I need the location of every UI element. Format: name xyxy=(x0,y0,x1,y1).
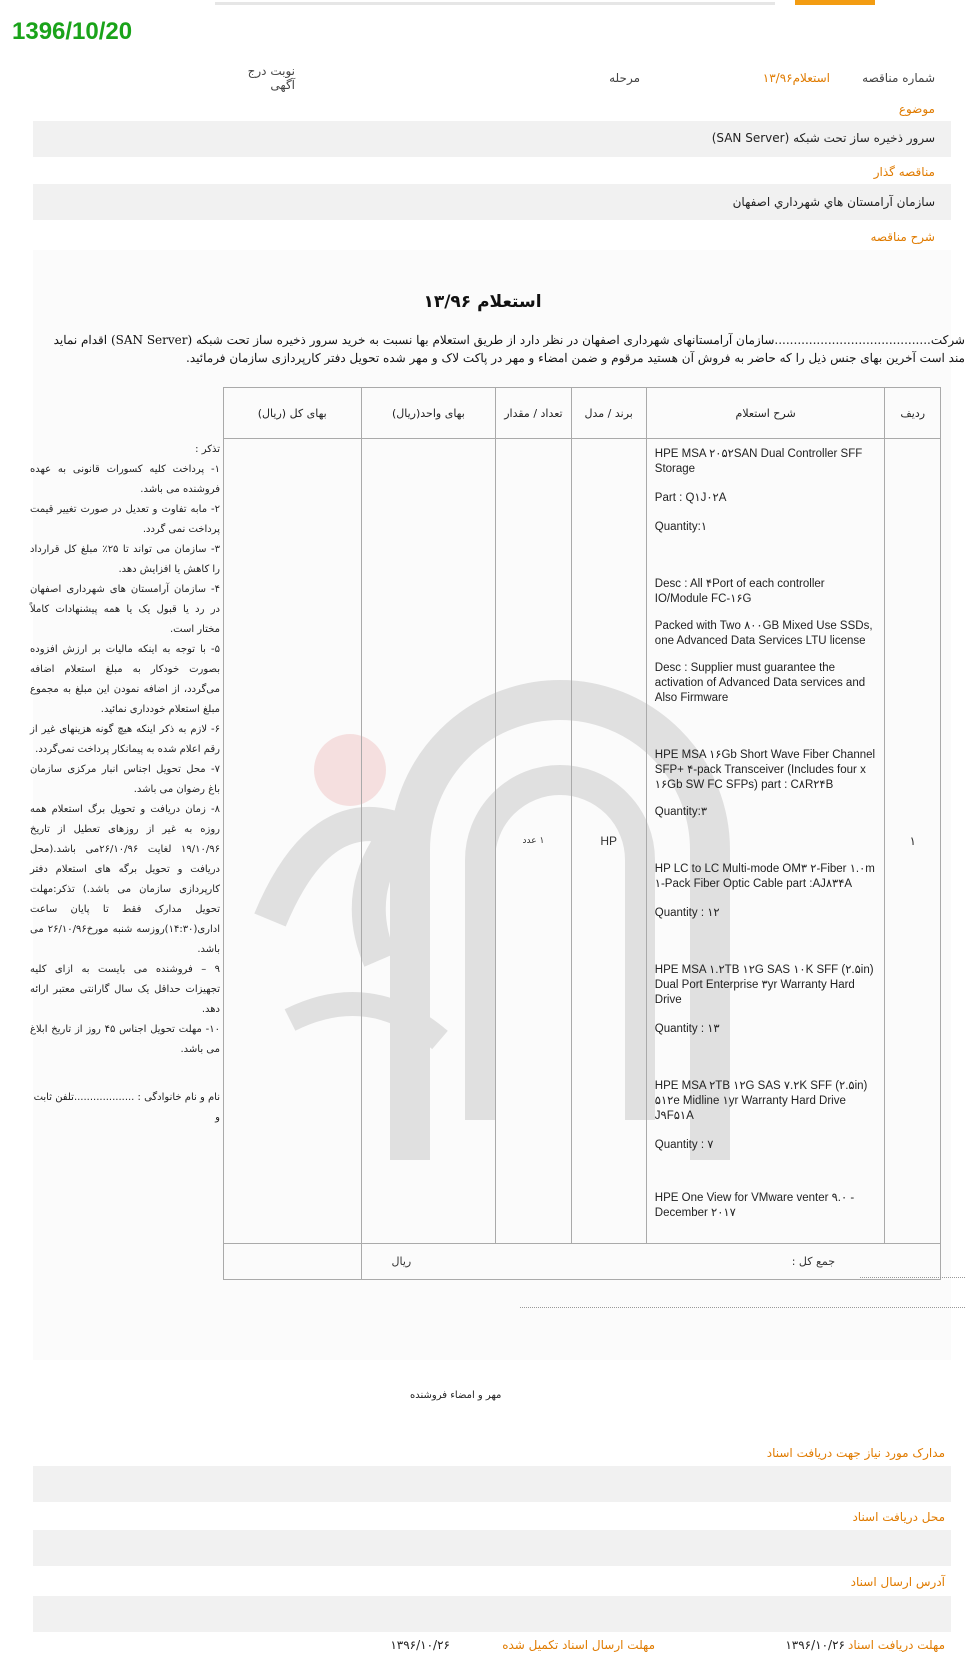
spec-cell xyxy=(646,439,885,1244)
note-item: و xyxy=(215,1112,220,1123)
spec-line: Part : Q۱J۰۲A xyxy=(654,492,727,504)
tender-number-value: استعلام۱۳/۹۶ xyxy=(762,71,830,85)
spec-line: HPE MSA ۱۶Gb Short Wave Fiber Channel SFP+ ۴-pack Transceiver (Includes four x ۱۶Gb SW FC SFPs) part : C۸R۲۴B xyxy=(654,749,876,791)
dotted-line xyxy=(520,1307,965,1308)
publish-count-label: نوبت درج آگهی xyxy=(247,64,295,92)
notes-column xyxy=(30,440,220,1128)
stage-label: مرحله xyxy=(609,71,640,85)
note-item: ۱- پرداخت کلیه کسورات قانونی به عهده فروشنده می باشد. xyxy=(30,464,220,495)
header-row-number: ردیف xyxy=(885,388,941,439)
header-unit-price: بهای واحد(ریال) xyxy=(361,388,496,439)
intro-line-1: شرکت.........................................سازمان آرامستانهای شهرداری اصفهان در نظر دارد از طریق استعلام بها نسبت به خرید سرور ذخیره ساز تحت شبکه (SAN Server) اقدام نماید xyxy=(53,333,965,347)
spec-line: Quantity:۱ xyxy=(654,521,707,533)
total-label-cell xyxy=(361,1244,941,1280)
note-item: ۳- سازمان می تواند تا ۲۵٪ مبلغ کل قرارداد را کاهش یا افزایش دهد. xyxy=(30,544,220,575)
table-row xyxy=(224,439,941,1244)
note-item: ۹ – فروشنده می بایست به ازای کلیه تجهیزات حداقل یک سال گارانتی معتبر ارائه دهد. xyxy=(30,964,220,1015)
spec-line: Quantity:۳ xyxy=(654,806,707,818)
dotted-line xyxy=(860,1277,965,1278)
spec-line: Quantity : ۱۲ xyxy=(654,907,720,919)
docs-place-label: محل دریافت اسناد xyxy=(852,1510,945,1524)
spec-line: Packed with Two ۸۰۰GB Mixed Use SSDs, one Advanced Data Services LTU license xyxy=(654,620,873,647)
note-item: ۸- زمان دریافت و تحویل برگ استعلام همه روزه به غیر از روزهای تعطیل از تاریخ ۱۹/۱۰/۹۶ لغایت ۲۶/۱۰/۹۶می باشد.(محل دریافت و تحویل برگه های استعلام دفتر کارپردازی سازمان می باشد.) تذکر:مهلت تحویل مدارک فقط تا پایان ساعت اداری(۱۴:۳۰)روزسه شنبه مورخ۲۶/۱۰/۹۶ می باشد. xyxy=(30,804,221,955)
receive-deadline-value: ۱۳۹۶/۱۰/۲۶ xyxy=(785,1638,845,1652)
header-brand: برند / مدل xyxy=(571,388,646,439)
send-deadline-label: مهلت ارسال اسناد تکمیل شده xyxy=(502,1638,655,1652)
table-header-row xyxy=(224,388,941,439)
header-quantity: تعداد / مقدار xyxy=(496,388,571,439)
table-total-row xyxy=(224,1244,941,1280)
top-accent-bar xyxy=(795,0,875,5)
row-number: ۱ xyxy=(885,439,941,1244)
document-title: استعلام ۱۳/۹۶ xyxy=(423,292,542,312)
total-label: جمع کل : xyxy=(791,1255,835,1268)
spec-line: HPE One View for VMware venter ۹.۰ - December ۲۰۱۷ xyxy=(654,1192,855,1219)
top-rule xyxy=(215,2,775,5)
note-item: ۲- مابه تفاوت و تعدیل در صورت تغییر قیمت پرداخت نمی گردد. xyxy=(30,504,220,535)
receive-deadline-label: مهلت دریافت اسناد xyxy=(847,1638,945,1652)
total-rial: ریال xyxy=(391,1255,412,1268)
issuer-label: مناقصه گذار xyxy=(873,165,935,179)
intro-line-2: مند است آخرین بهای جنس ذیل را که حاضر به فروش آن هستید مرقوم و ضمن امضاء و مهر در پاکت لاک و مهر شده تحویل دفتر کارپردازی سازمان فرمائید. xyxy=(186,351,965,365)
page-date: 1396/10/20 xyxy=(12,18,133,45)
spec-line: Desc : All ۴Port of each controller IO/Module FC-۱۶G xyxy=(654,578,825,605)
spec-line: HPE MSA ۲TB ۱۲G SAS ۷.۲K SFF (۲.۵in) ۵۱۲e Midline ۱yr Warranty Hard Drive J۹F۵۱A xyxy=(654,1080,868,1122)
note-item: نام و نام خانوادگی : ...................تلفن ثابت xyxy=(33,1092,220,1103)
seller-signature-label: مهر و امضاء فروشنده xyxy=(410,1390,502,1401)
unit-price-cell xyxy=(361,439,496,1244)
note-item: ۵- با توجه به اینکه مالیات بر ارزش افزوده بصورت خودکار به مبلغ استعلام اضافه می‌گردد، از اضافه نمودن این مبلغ به مجموع مبلغ استعلام خودداری نمائید. xyxy=(30,644,220,715)
send-deadline-value: ۱۳۹۶/۱۰/۲۶ xyxy=(390,1638,450,1652)
issuer-value: سازمان آرامستان هاي شهرداري اصفهان xyxy=(732,195,935,209)
note-item: ۱۰- مهلت تحویل اجناس ۴۵ روز از تاریخ ابلاغ می باشد. xyxy=(30,1024,220,1055)
spec-line: HPE MSA ۲۰۵۲SAN Dual Controller SFF Storage xyxy=(654,448,863,475)
brand-cell: HP xyxy=(571,439,646,1244)
docs-place-band xyxy=(33,1530,951,1566)
header-description: شرح استعلام xyxy=(646,388,885,439)
note-item: تذکر : xyxy=(195,444,220,455)
total-price-cell xyxy=(224,439,362,1244)
spec-line: Desc : Supplier must guarantee the activation of Advanced Data services and Also Firmware xyxy=(654,662,866,704)
inquiry-table xyxy=(223,387,941,1280)
spec-line: HP LC to LC Multi-mode OM۳ ۲-Fiber ۱.۰m ۱-Pack Fiber Optic Cable part :AJ۸۳۴A xyxy=(654,863,875,890)
subject-label: موضوع xyxy=(898,102,935,116)
spec-line: HPE MSA ۱.۲TB ۱۲G SAS ۱۰K SFF (۲.۵in) Dual Port Enterprise ۳yr Warranty Hard Drive xyxy=(654,964,874,1006)
tender-number-label: شماره مناقصه xyxy=(862,71,935,85)
send-address-label: آدرس ارسال اسناد xyxy=(850,1575,945,1589)
spec-line: Quantity : ۷ xyxy=(654,1139,714,1151)
required-docs-band xyxy=(33,1466,951,1502)
description-label: شرح مناقصه xyxy=(870,230,935,244)
note-item: ۶- لازم به ذکر اینکه هیچ گونه هزینهای غیر از رقم اعلام شده به پیمانکار پرداخت نمی‌گردد. xyxy=(30,724,220,755)
note-item: ۷- محل تحویل اجناس انبار مرکزی سازمان باغ رضوان می باشد. xyxy=(30,764,220,795)
grand-total-cell xyxy=(224,1244,362,1280)
subject-value: سرور ذخیره ساز تحت شبکه (SAN Server) xyxy=(711,131,935,145)
required-docs-label: مدارک مورد نیاز جهت دریافت اسناد xyxy=(766,1446,945,1460)
spec-line: Quantity : ۱۳ xyxy=(654,1023,720,1035)
header-total-price: بهای کل (ریال) xyxy=(224,388,362,439)
note-item: ۴- سازمان آرامستان های شهرداری اصفهان در رد یا قبول یک یا همه پیشنهادات کاملاً مختار است. xyxy=(30,584,220,635)
quantity-cell: ۱ عدد xyxy=(496,439,571,1244)
send-address-band xyxy=(33,1596,951,1632)
